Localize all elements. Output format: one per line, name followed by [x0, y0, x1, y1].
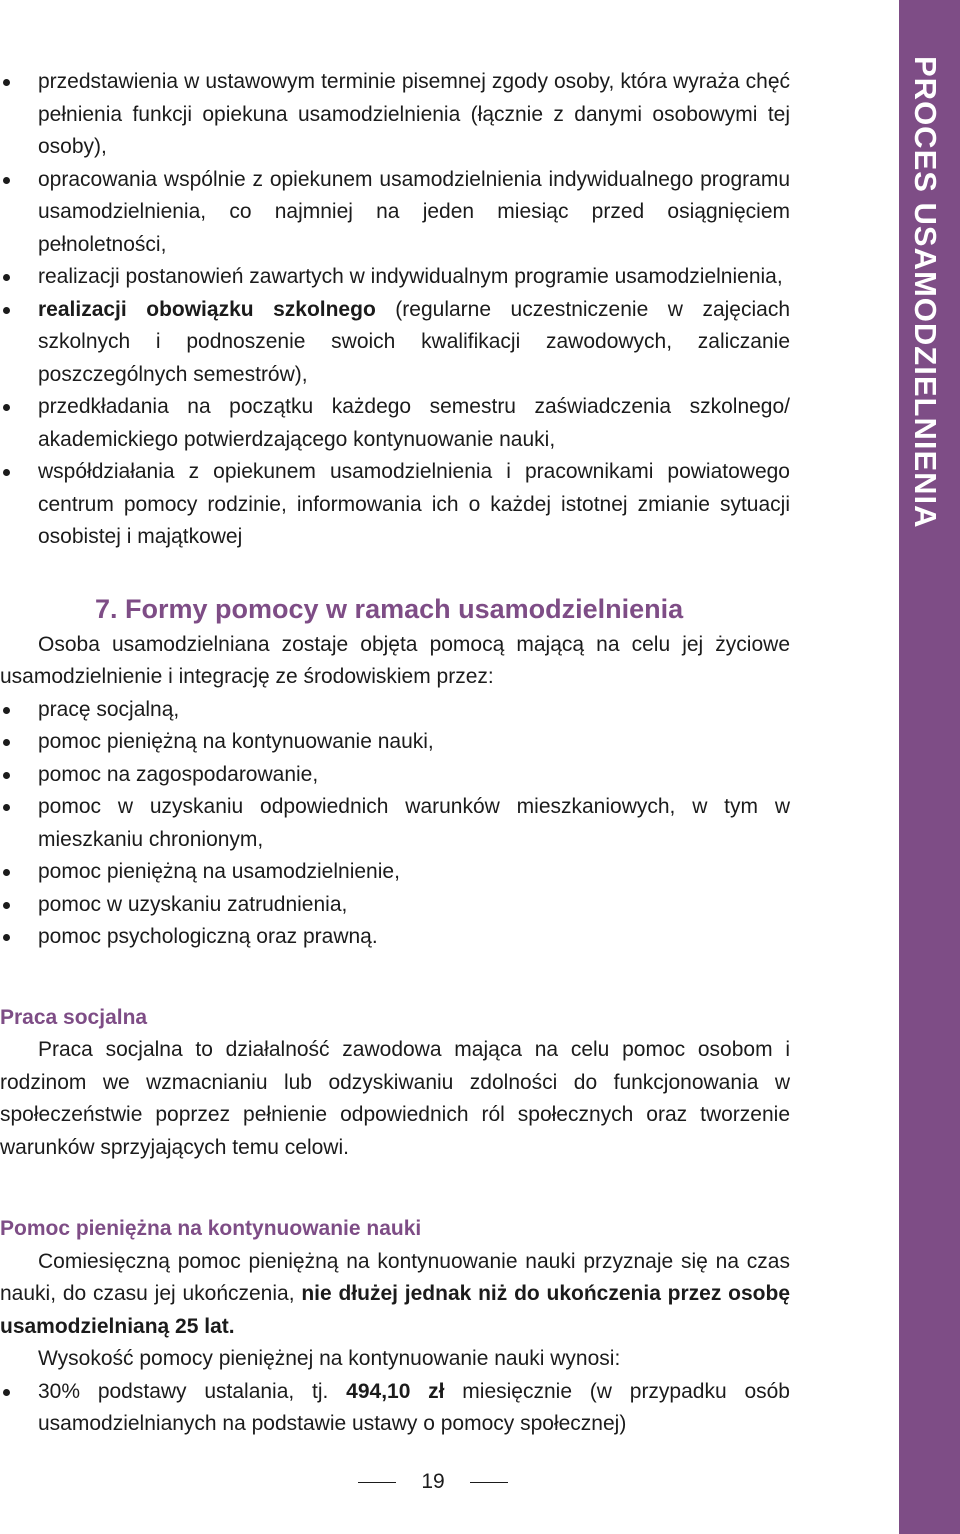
list-item	[0, 1376, 790, 1441]
list-item: pomoc na zagospodarowanie,	[0, 759, 790, 792]
pomoc-heading: Pomoc pieniężna na kontynuowanie nauki	[0, 1217, 422, 1240]
text-run: przedkładania na początku każdego semestru zaświadczenia szkolnego/ akademickiego potwierdzającego kontynuowanie nauki,	[38, 395, 790, 451]
list-item: pomoc w uzyskaniu odpowiednich warunków mieszkaniowych, w tym w mieszkaniu chronionym,	[0, 791, 790, 856]
list-item	[0, 164, 790, 262]
list-item	[0, 66, 790, 164]
list-item: pomoc psychologiczną oraz prawną.	[0, 921, 790, 954]
list-item	[0, 456, 790, 554]
pomoc-paragraph	[0, 1246, 790, 1344]
bold-text: nie dłużej jednak niż do ukończenia przez osobę usamodzielnianą 25 lat.	[0, 1282, 791, 1338]
text-run: Comiesięczną pomoc pieniężną na kontynuowanie nauki przyznaje się na czas nauki, do czasu jej ukończenia,	[0, 1249, 790, 1305]
text-run: 30% podstawy ustalania, tj.	[38, 1379, 347, 1403]
footer-rule-left	[358, 1482, 396, 1483]
section-intro: Osoba usamodzielniana zostaje objęta pomocą mającą na celu jej życiowe usamodzielnienie i integrację ze środowiskiem przez:	[0, 632, 790, 688]
pomoc-section	[0, 1213, 790, 1441]
bold-text: realizacji obowiązku szkolnego	[38, 297, 376, 321]
pomoc-amount-intro: Wysokość pomocy pieniężnej na kontynuowanie nauki wynosi:	[38, 1347, 621, 1370]
sidebar-band	[899, 0, 960, 1534]
text-run: miesięcznie (w przypadku osób usamodzielnianych na podstawie ustawy o pomocy społecznej)	[38, 1379, 790, 1435]
pomoc-list	[0, 1376, 790, 1441]
page-footer	[358, 1470, 508, 1494]
page-content	[0, 66, 790, 1441]
intro-list	[0, 66, 790, 554]
list-item: pomoc pieniężną na kontynuowanie nauki,	[0, 726, 790, 759]
text-run: opracowania wspólnie z opiekunem usamodzielnienia indywidualnego programu usamodzielnienia, co najmniej na jeden miesiąc przed osiągnięciem pełnoletności,	[38, 167, 790, 256]
section-heading: 7. Formy pomocy w ramach usamodzielnienia	[95, 593, 684, 624]
page-number: 19	[421, 1470, 445, 1493]
list-item: pomoc w uzyskaniu zatrudnienia,	[0, 889, 790, 922]
list-item: pracę socjalną,	[0, 694, 790, 727]
text-run: przedstawienia w ustawowym terminie pisemnej zgody osoby, która wyraża chęć pełnienia funkcji opiekuna usamodzielnienia (łącznie z danymi osobowymi tej osoby),	[38, 70, 790, 158]
help-forms-list	[0, 694, 790, 954]
bold-text: 494,10 zł	[346, 1379, 445, 1403]
list-item	[0, 261, 790, 294]
praca-section	[0, 1002, 790, 1165]
text-run: (regularne uczestniczenie w zajęciach szkolnych i podnoszenie swoich kwalifikacji zawodowych, zaliczanie poszczególnych semestrów),	[38, 297, 791, 386]
list-item	[0, 391, 790, 456]
footer-rule-right	[470, 1482, 508, 1483]
list-item	[0, 294, 790, 392]
list-item: pomoc pieniężną na usamodzielnienie,	[0, 856, 790, 889]
text-run: realizacji postanowień zawartych w indywidualnym programie usamodzielnienia,	[38, 265, 783, 288]
sidebar-title: PROCES USAMODZIELNIENIA	[908, 56, 943, 529]
text-run: współdziałania z opiekunem usamodzielnienia i pracownikami powiatowego centrum pomocy rodzinie, informowania ich o każdej istotnej zmianie sytuacji osobistej i majątkowej	[38, 460, 790, 548]
praca-heading: Praca socjalna	[0, 1005, 148, 1029]
praca-text: Praca socjalna to działalność zawodowa mająca na celu pomoc osobom i rodzinom we wzmacnianiu lub odzyskiwaniu zdolności do funkcjonowania w społeczeństwie poprzez pełnienie odpowiednich ról społecznych oraz tworzenie warunków sprzyjających temu celowi.	[0, 1038, 790, 1159]
